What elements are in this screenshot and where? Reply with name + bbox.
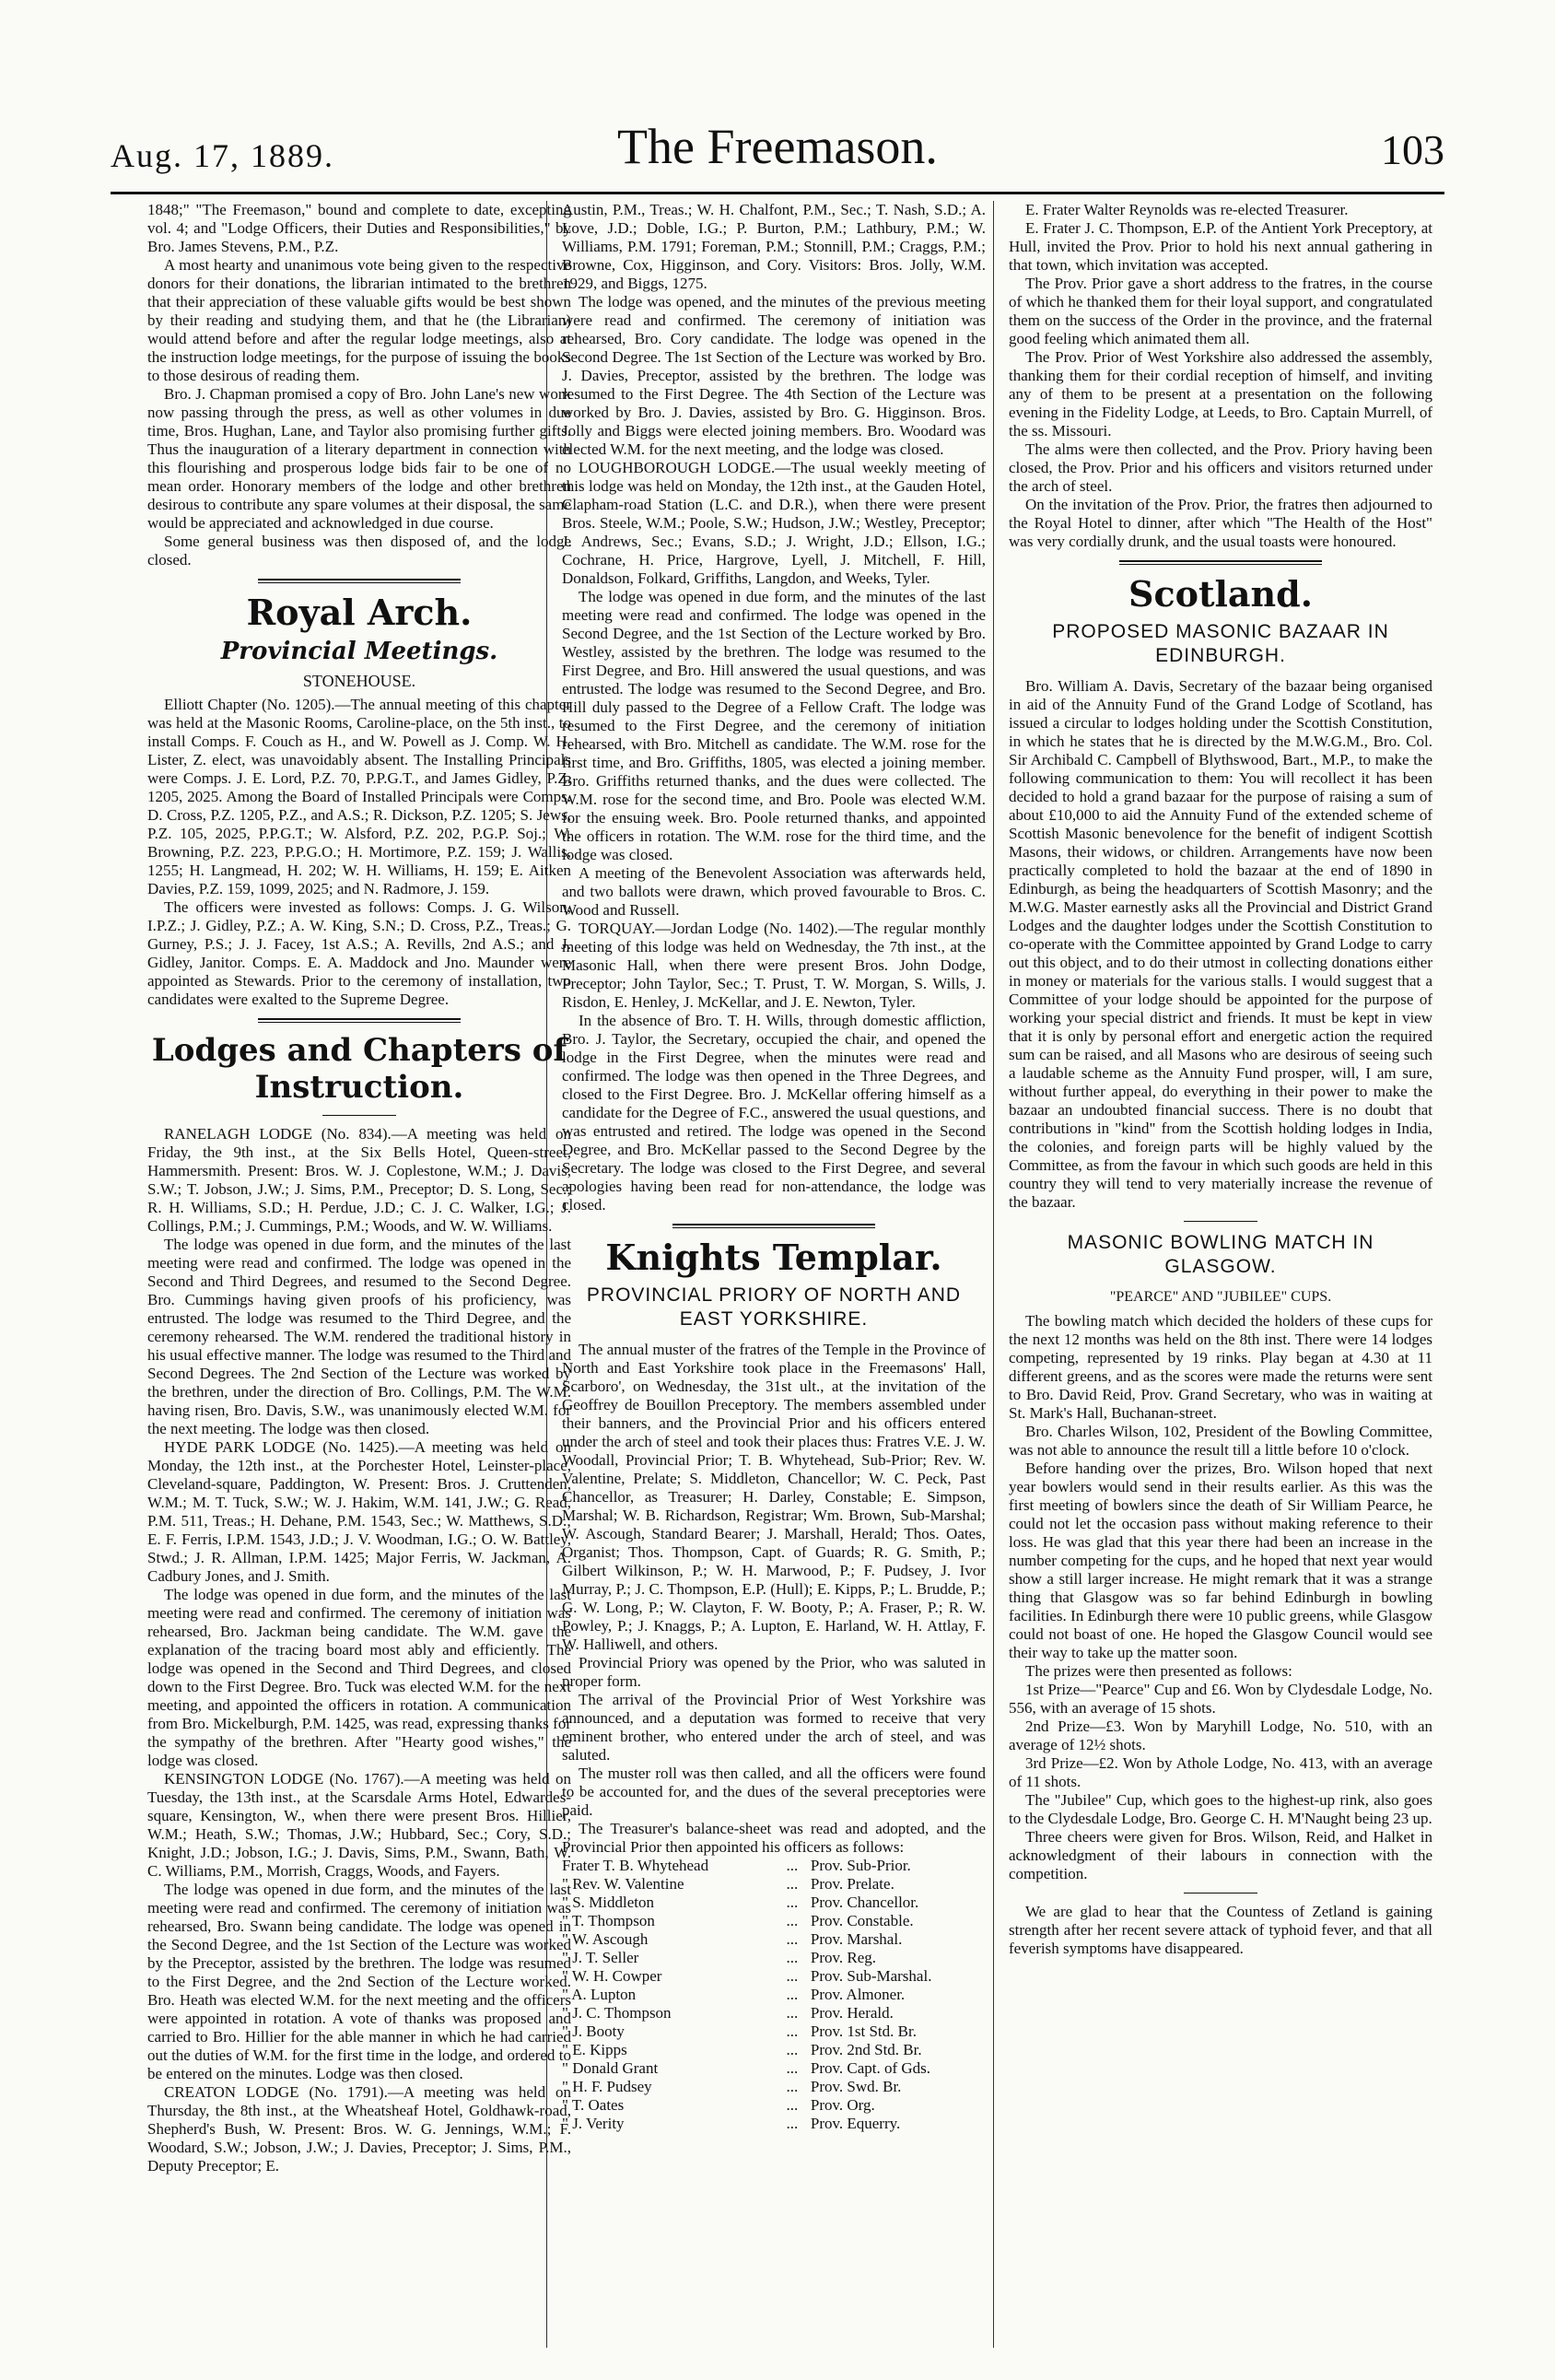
leader-dots: ... <box>786 1967 799 1985</box>
officer-name: " T. Oates <box>562 2096 625 2114</box>
paragraph: Bro. J. Chapman promised a copy of Bro. John Lane's new work now passing through the press, as well as other volumes in due time, Bros. Hughan, Lane, and Taylor also promising further gifts. Thus the inauguration of a literary department in connection with this flourishing and prosperous lodge bids fair to be one of no mean order. Honorary members of the lodge and other brethren desirous to contribute any spare volumes at their disposal, the same would be appreciated and acknowledged in due course. <box>147 385 571 532</box>
officer-office: Prov. 2nd Std. Br. <box>810 2041 922 2058</box>
officer-row <box>562 1857 986 1875</box>
masthead-rule <box>111 192 1444 194</box>
leader-dots: ... <box>786 1875 799 1893</box>
officer-name: " S. Middleton <box>562 1893 654 1911</box>
paragraph: E. Frater J. C. Thompson, E.P. of the Antient York Preceptory, at Hull, invited the Prov. Prior to hold his next annual gathering in that town, which invitation was accepted. <box>1009 219 1432 274</box>
paragraph: CREATON LODGE (No. 1791).—A meeting was held on Thursday, the 8th inst., at the Wheatsheaf Hotel, Goldhawk-road, Shepherd's Bush, W. Present: Bros. W. G. Jennings, W.M.; F. Woodard, S.W.; Jobson, J.W.; J. Davies, Preceptor; J. Sims, P.M., Deputy Preceptor; E. <box>147 2083 571 2175</box>
paragraph: KENSINGTON LODGE (No. 1767).—A meeting was held on Tuesday, the 13th inst., at the Scarsdale Arms Hotel, Edwardes-square, Kensington, W., when there were present Bros. Hillier, W.M.; Heath, S.W.; Thomas, J.W.; Hubbard, Sec.; Cory, S.D.; Knight, J.D.; Jobson, I.G.; J. Davis, Sims, P.M., Swann, Bath, W. C. Williams, P.M., Morrish, Craggs, Woods, and Fayers. <box>147 1770 571 1880</box>
paragraph: 1st Prize—"Pearce" Cup and £6. Won by Clydesdale Lodge, No. 556, with an average of 15 shots. <box>1009 1681 1432 1717</box>
officer-name: Frater T. B. Whytehead <box>562 1857 709 1874</box>
leader-dots: ... <box>786 2115 799 2132</box>
section-heading-lodges: Lodges and Chapters of Instruction. <box>151 1032 567 1106</box>
leader-dots: ... <box>786 1949 799 1966</box>
paragraph: The "Jubilee" Cup, which goes to the highest-up rink, also goes to the Clydesdale Lodge, Bro. George C. H. M'Naught being 23 up. <box>1009 1791 1432 1827</box>
officer-office: Prov. Prelate. <box>810 1875 894 1893</box>
paragraph: The alms were then collected, and the Prov. Priory having been closed, the Prov. Prior and his officers and visitors returned under the arch of steel. <box>1009 440 1432 495</box>
subheading-provincial-meetings: Provincial Meetings. <box>220 638 498 665</box>
leader-dots: ... <box>786 2022 799 2040</box>
paragraph: The lodge was opened in due form, and the minutes of the last meeting were read and confirmed. The lodge was opened in the Second Degree, and the 1st Section of the Lecture worked by Bro. Westley, assisted by the brethren. The lodge was resumed to the First Degree, and Bro. Hill answered the usual questions, and was entrusted. The lodge was resumed to the Second Degree, and Bro. Hill duly passed to the Degree of a Fellow Craft. The lodge was resumed to the First Degree, and the ceremony of initiation rehearsed, with Bro. Mitchell as candidate. The W.M. rose for the first time, and Bro. Griffiths, 1805, was elected a joining member. Bro. Griffiths returned thanks, and the dues were collected. The W.M. rose for the second time, and Bro. Poole was elected W.M. for the ensuing week. Bro. Poole returned thanks, and appointed the officers in rotation. The W.M. rose for the third time, and the lodge was closed. <box>562 588 986 863</box>
section-rule <box>672 1224 875 1228</box>
article-heading-bazaar: PROPOSED MASONIC BAZAAR IN EDINBURGH. <box>1052 621 1389 666</box>
paragraph: The Treasurer's balance-sheet was read and adopted, and the Provincial Prior then appointed his officers as follows: <box>562 1820 986 1856</box>
leader-dots: ... <box>786 2059 799 2077</box>
section-rule <box>258 579 461 583</box>
paragraph: Austin, P.M., Treas.; W. H. Chalfont, P.M., Sec.; T. Nash, S.D.; A. Love, J.D.; Doble, I.G.; P. Burton, P.M.; Lathbury, P.M.; W. Williams, P.M. 1791; Foreman, P.M.; Stonnill, P.M.; Craggs, P.M.; Browne, Cox, Higginson, and Cory. Visitors: Bros. Jolly, W.M. 1929, and Biggs, 1275. <box>562 201 986 292</box>
paragraph: The lodge was opened in due form, and the minutes of the last meeting were read and confirmed. The ceremony of initiation was rehearsed, Bro. Swann being candidate. The lodge was opened in the Second Degree, and the 1st Section of the Lecture was worked by the Preceptor, assisted by the brethren. The lodge was resumed to the First Degree, and the 2nd Section of the Lecture worked. Bro. Heath was elected W.M. for the next meeting and the officers were appointed in rotation. A vote of thanks was proposed and carried to Bro. Hillier for the able manner in which he had carried out the duties of W.M. for the first time in the lodge, and ordered to be entered on the minutes. Lodge was then closed. <box>147 1881 571 2082</box>
paragraph: Provincial Priory was opened by the Prior, who was saluted in proper form. <box>562 1654 986 1690</box>
paragraph: Elliott Chapter (No. 1205).—The annual meeting of this chapter was held at the Masonic Rooms, Caroline-place, on the 5th inst., to install Comps. F. Couch as H., and W. Powell as J. Comp. W. H. Lister, Z. elect, was unavoidably absent. The Installing Principals were Comps. J. E. Lord, P.Z. 70, P.P.G.T., and James Gidley, P.Z. 1205, 2025. Among the Board of Installed Principals were Comps. D. Cross, P.Z. 1205, P.Z., and A.S.; R. Dickson, P.Z. 1205; S. Jews, P.Z. 105, 2025, P.P.G.T.; W. Alsford, P.Z. 202, P.G.P. Soj.; W. Browning, P.Z. 223, P.P.G.O.; H. Mortimore, P.Z. 159; J. Wallis, 1255; H. Langmead, H. 202; W. H. Williams, H. 159; E. Aitken Davies, P.Z. 159, 1099, 2025; and N. Radmore, J. 159. <box>147 696 571 897</box>
leader-dots: ... <box>786 2004 799 2022</box>
officer-name: " J. T. Seller <box>562 1949 639 1966</box>
section-heading-scotland: Scotland. <box>1128 573 1313 615</box>
officer-row <box>562 2022 986 2041</box>
officer-name: " W. H. Cowper <box>562 1967 662 1985</box>
column-divider <box>993 201 994 2348</box>
officer-name: " H. F. Pudsey <box>562 2078 652 2095</box>
officer-row <box>562 2041 986 2059</box>
leader-dots: ... <box>786 2078 799 2095</box>
paragraph: The officers were invested as follows: Comps. J. G. Wilson, I.P.Z.; J. Gidley, P.Z.; A. W. King, S.N.; D. Cross, P.Z., Treas.; G. Gurney, P.S.; J. J. Facey, 1st A.S.; A. Revills, 2nd A.S.; and J. Gidley, Janitor. Comps. E. A. Maddock and Jno. Maunder were appointed as Stewards. Prior to the ceremony of installation, two candidates were exalted to the Supreme Degree. <box>147 898 571 1008</box>
paragraph: Some general business was then disposed of, and the lodge closed. <box>147 533 571 569</box>
paragraph: The lodge was opened in due form, and the minutes of the last meeting were read and confirmed. The lodge was opened in the Second and Third Degrees, and resumed to the Second Degree. Bro. Cummings having given proofs of his proficiency, was entrusted. The lodge was resumed to the Third Degree, and the ceremony rehearsed. The W.M. rendered the traditional history in his usual effective manner. The lodge was resumed to the Third and Second Degrees. The 2nd Section of the Lecture was worked by the brethren, under the direction of Bro. Collings, P.M. The W.M. having risen, Bro. Davis, S.W., was unanimously elected W.M. for the next meeting. The lodge was then closed. <box>147 1236 571 1437</box>
officer-office: Prov. Constable. <box>810 1912 914 1929</box>
officer-office: Prov. Sub-Prior. <box>810 1857 911 1874</box>
officer-name: " Rev. W. Valentine <box>562 1875 684 1893</box>
officer-office: Prov. Capt. of Gds. <box>810 2059 931 2077</box>
officer-office: Prov. Marshal. <box>810 1930 903 1948</box>
officer-name: " T. Thompson <box>562 1912 655 1929</box>
section-heading-knights-templar: Knights Templar. <box>605 1237 942 1278</box>
paragraph: In the absence of Bro. T. H. Wills, through domestic affliction, Bro. J. Taylor, the Secretary, occupied the chair, and opened the lodge in the First Degree, when the minutes were read and confirmed. The lodge was then opened in the Three Degrees, and closed to the First Degree. Bro. J. McKellar offering himself as a candidate for the Degree of F.C., answered the usual questions, and was entrusted and retired. The lodge was opened in the Second Degree, and Bro. McKellar passed to the Second Degree by the Secretary. The lodge was closed to the First Degree, and several apologies having been read for non-attendance, the lodge was closed. <box>562 1012 986 1213</box>
officer-office: Prov. Org. <box>810 2096 875 2114</box>
page-number: 103 <box>1381 126 1444 173</box>
leader-dots: ... <box>786 1893 799 1911</box>
paragraph: The prizes were then presented as follows: <box>1025 1662 1292 1680</box>
officer-name: " A. Lupton <box>562 1986 637 2003</box>
officer-row <box>562 2078 986 2096</box>
officer-office: Prov. Herald. <box>810 2004 894 2022</box>
section-rule <box>322 1115 396 1116</box>
paragraph: TORQUAY.—Jordan Lodge (No. 1402).—The regular monthly meeting of this lodge was held on Wednesday, the 7th inst., at the Masonic Hall, when there were present Bros. John Dodge, Preceptor; John Taylor, Sec.; T. Prust, T. W. Morgan, S. Wills, J. Risdon, E. Henley, J. McKellar, and J. E. Newton, Tyler. <box>562 920 986 1011</box>
paragraph: 2nd Prize—£3. Won by Maryhill Lodge, No. 510, with an average of 12½ shots. <box>1009 1718 1432 1753</box>
officer-office: Prov. Swd. Br. <box>810 2078 902 2095</box>
paragraph: We are glad to hear that the Countess of Zetland is gaining strength after her recent severe attack of typhoid fever, and that all feverish symptoms have disappeared. <box>1009 1903 1432 1957</box>
paragraph: A meeting of the Benevolent Association was afterwards held, and two ballots were drawn, which proved favourable to Bros. C. Wood and Russell. <box>562 864 986 919</box>
subheading-cups: "PEARCE" AND "JUBILEE" CUPS. <box>1109 1289 1332 1305</box>
location-heading: STONEHOUSE. <box>302 672 416 690</box>
officer-office: Prov. Reg. <box>810 1949 877 1966</box>
officer-name: " J. Verity <box>562 2115 625 2132</box>
paragraph: RANELAGH LODGE (No. 834).—A meeting was held on Friday, the 9th inst., at the Six Bells Hotel, Queen-street, Hammersmith. Present: Bros. W. J. Coplestone, W.M.; J. Davis, S.W.; T. Jobson, J.W.; J. Sims, P.M., Preceptor; D. S. Long, Sec.; R. H. Williams, S.D.; H. Perdue, J.D.; C. J. C. Walker, I.G.; J. Collings, P.M.; J. Cummings, P.M.; Woods, and W. W. Williams. <box>147 1125 571 1235</box>
column-1 <box>147 201 571 2348</box>
paragraph: The arrival of the Provincial Prior of West Yorkshire was announced, and a deputation was formed to receive that very eminent brother, who entered under the arch of steel, and was saluted. <box>562 1691 986 1764</box>
officer-name: " W. Ascough <box>562 1930 649 1948</box>
officer-office: Prov. Chancellor. <box>810 1893 919 1911</box>
leader-dots: ... <box>786 1912 799 1929</box>
article-heading-priory: PROVINCIAL PRIORY OF NORTH AND EAST YORKSHIRE. <box>586 1284 962 1330</box>
officers-table <box>562 1857 986 2133</box>
paragraph: A most hearty and unanimous vote being given to the respective donors for their donations, the librarian intimated to the brethren that their appreciation of these valuable gifts would be best shown by their reading and studying them, and that he (the Librarian) would attend before and after the regular lodge meetings, also at the instruction lodge meetings, for the purpose of issuing the books to those desirous of reading them. <box>147 256 571 384</box>
article-heading-bowling: MASONIC BOWLING MATCH IN GLASGOW. <box>1067 1232 1374 1277</box>
leader-dots: ... <box>786 1930 799 1948</box>
masthead <box>111 111 1444 184</box>
paragraph: The bowling match which decided the holders of these cups for the next 12 months was held on the 8th inst. There were 14 lodges competing, represented by 19 rinks. Play began at 4.30 at 11 different greens, and as the scores were made the returns were sent to Bro. David Reid, Prov. Grand Secretary, who was in waiting at St. Mark's Hall, Buchanan-street. <box>1009 1312 1432 1422</box>
paragraph: 1848;" "The Freemason," bound and complete to date, excepting vol. 4; and "Lodge Officers, their Duties and Responsibilities," by Bro. James Stevens, P.M., P.Z. <box>147 201 571 255</box>
officer-row <box>562 1912 986 1930</box>
column-2 <box>562 201 986 2348</box>
section-rule <box>1184 1221 1257 1222</box>
officer-row <box>562 1930 986 1949</box>
newspaper-title: The Freemason. <box>617 119 938 174</box>
paragraph: Bro. Charles Wilson, 102, President of the Bowling Committee, was not able to announce the result till a little before 10 o'clock. <box>1009 1423 1432 1459</box>
paragraph: The lodge was opened, and the minutes of the previous meeting were read and confirmed. The ceremony of initiation was rehearsed, Bro. Cory candidate. The lodge was opened in the Second Degree. The 1st Section of the Lecture was worked by Bro. J. Davies, Preceptor, assisted by the brethren. The lodge was resumed to the First Degree. The 4th Section of the Lecture was worked by Bro. J. Davies, assisted by Bro. G. Higginson. Bros. Jolly and Biggs were elected joining members. Bro. Woodard was elected W.M. for the next meeting, and the lodge was closed. <box>562 293 986 458</box>
section-rule <box>258 1018 461 1023</box>
paragraph: HYDE PARK LODGE (No. 1425).—A meeting was held on Monday, the 12th inst., at the Porchester Hotel, Leinster-place, Cleveland-square, Paddington, W. Present: Bros. J. Cruttenden, W.M.; M. T. Tuck, S.W.; W. J. Hakim, W.M. 141, J.W.; G. Read, P.M. 511, Treas.; H. Dehane, P.M. 1543, Sec.; W. Matthews, S.D.; E. F. Ferris, I.P.M. 1543, J.D.; J. V. Woodman, I.G.; O. W. Battley, Stwd.; J. R. Allman, I.P.M. 1425; Major Ferris, W. Jackman, A. Cadbury Jones, and J. Smith. <box>147 1438 571 1585</box>
officer-row <box>562 2096 986 2115</box>
officer-office: Prov. Almoner. <box>810 1986 906 2003</box>
officer-row <box>562 1949 986 1967</box>
paragraph: On the invitation of the Prov. Prior, the fratres then adjourned to the Royal Hotel to dinner, after which "The Health of the Host" was very cordially drunk, and the usual toasts were honoured. <box>1009 496 1432 550</box>
section-heading-royal-arch: Royal Arch. <box>246 592 473 633</box>
officer-name: " Donald Grant <box>562 2059 659 2077</box>
paragraph: Three cheers were given for Bros. Wilson, Reid, and Halket in acknowledgment of their labours in connection with the competition. <box>1009 1828 1432 1882</box>
leader-dots: ... <box>786 2096 799 2114</box>
officer-row <box>562 2059 986 2078</box>
officer-row <box>562 1875 986 1893</box>
paragraph: Bro. William A. Davis, Secretary of the bazaar being organised in aid of the Annuity Fund of the Grand Lodge of Scotland, has issued a circular to lodges holding under the Scottish Constitution, in which he states that he is directed by the M.W.G.M., Bro. Col. Sir Archibald C. Campbell of Blythswood, Bart., M.P., to make the following communication to them: You will recollect it has been decided to hold a grand bazaar for the purpose of raising a sum of about £10,000 to aid the Annuity Fund of the extended scheme of Scottish Masonic benevolence for the benefit of indigent Scottish Masons, their widows, or children. Arrangements have now been practically completed to hold the bazaar at the end of 1890 in Edinburgh, as being the headquarters of Scottish Masonry; and the M.W.G. Master earnestly asks all the Provincial and District Grand Lodges and the daughter lodges under the Scottish Constitution to co-operate with the Committee appointed by Grand Lodge to carry out this object, and to do their utmost in collecting donations either in money or materials for the various stalls. I would suggest that a Committee of your lodge should be appointed for the purpose of working your special district and friends. It must be kept in view that it is only by personal effort and energetic action the required sum can be raised, and all Masons who are desirous of seeing such a laudable scheme as the Annuity Fund prosper, will, I am sure, without further appeal, do everything in their power to make the bazaar an undoubted financial success. There is no doubt that contributions in "kind" from the Scottish holding lodges in India, the colonies, and foreign parts will be highly valued by the Committee, as from the favour in which such goods are held in this country they will tend to very materially increase the revenue of the bazaar. <box>1009 677 1432 1211</box>
officer-name: " J. Booty <box>562 2022 625 2040</box>
paragraph: The Prov. Prior of West Yorkshire also addressed the assembly, thanking them for their cordial reception of himself, and inviting any of them to be present at a presentation on the following evening in the Fidelity Lodge, at Leeds, to Bro. Captain Murrell, of the ss. Missouri. <box>1009 348 1432 440</box>
paragraph: The annual muster of the fratres of the Temple in the Province of North and East Yorkshire took place in the Freemasons' Hall, Scarboro', on Wednesday, the 31st ult., at the invitation of the Geoffrey de Bouillon Preceptory. The members assembled under their banners, and the Provincial Prior and his officers entered under the arch of steel and took their places thus: Fratres V.E. J. W. Woodall, Provincial Prior; T. B. Whytehead, Sub-Prior; Rev. W. Valentine, Prelate; S. Middleton, Chancellor; W. C. Peck, Past Chancellor, as Treasurer; H. Darley, Constable; E. Simpson, Marshal; W. B. Richardson, Registrar; Wm. Brown, Sub-Marshal; W. Ascough, Standard Bearer; J. Marshall, Herald; Thos. Oates, Organist; Thos. Thompson, Capt. of Guards; R. G. Smith, P.; Gilbert Wilkinson, P.; W. H. Marwood, P.; F. Pudsey, J. Ivor Murray, P.; J. C. Thompson, E.P. (Hull); E. Kipps, P.; L. Brudde, P.; G. W. Long, P.; W. Clayton, F. W. Booty, P.; A. Fraser, P.; R. W. Powley, P.; J. Knaggs, P.; A. Lupton, E. Harland, W. H. Attlay, F. W. Halliwell, and others. <box>562 1341 986 1653</box>
paragraph: The Prov. Prior gave a short address to the fratres, in the course of which he thanked them for their loyal support, and congratulated them on the success of the Order in the province, and the fraternal good feeling which animated them all. <box>1009 275 1432 347</box>
issue-date: Aug. 17, 1889. <box>111 137 334 174</box>
officer-row <box>562 2115 986 2133</box>
paragraph: The muster roll was then called, and all the officers were found to be accounted for, and the dues of the several preceptories were paid. <box>562 1764 986 1819</box>
paragraph: The lodge was opened in due form, and the minutes of the last meeting were read and confirmed. The ceremony of initiation was rehearsed, Bro. Jackman being candidate. The W.M. gave the explanation of the tracing board most ably and efficiently. The lodge was opened in the Second and Third Degrees, and closed down to the First Degree. Bro. Tuck was elected W.M. for the next meeting, and appointed the officers in rotation. A communication from Bro. Mickelburgh, P.M. 1425, was read, expressing thanks for the sympathy of the brethren. After "Hearty good wishes," the lodge was closed. <box>147 1586 571 1769</box>
leader-dots: ... <box>786 2041 799 2058</box>
paragraph: E. Frater Walter Reynolds was re-elected Treasurer. <box>1025 201 1349 218</box>
officer-name: " J. C. Thompson <box>562 2004 672 2022</box>
column-3 <box>1009 201 1432 2348</box>
paragraph: LOUGHBOROUGH LODGE.—The usual weekly meeting of this lodge was held on Monday, the 12th inst., at the Gauden Hotel, Clapham-road Station (L.C. and D.R.), when there were present Bros. Steele, W.M.; Poole, S.W.; Hudson, J.W.; Westley, Preceptor; J. Andrews, Sec.; Evans, S.D.; J. Wright, J.D.; Ellson, I.G.; Cochrane, H. Price, Hargrove, Lyell, J. Mitchell, F. Hill, Donaldson, Folkard, Griffiths, Langdon, and Weeks, Tyler. <box>562 459 986 587</box>
section-rule <box>1119 560 1322 565</box>
paragraph: 3rd Prize—£2. Won by Athole Lodge, No. 413, with an average of 11 shots. <box>1009 1754 1432 1790</box>
officer-row <box>562 1986 986 2004</box>
officer-name: " E. Kipps <box>562 2041 627 2058</box>
leader-dots: ... <box>786 1986 799 2003</box>
officer-office: Prov. Sub-Marshal. <box>810 1967 932 1985</box>
officer-row <box>562 1967 986 1986</box>
leader-dots: ... <box>786 1857 799 1874</box>
officer-office: Prov. 1st Std. Br. <box>810 2022 917 2040</box>
officer-row <box>562 1893 986 1912</box>
paragraph: Before handing over the prizes, Bro. Wilson hoped that next year bowlers would send in their results earlier. As this was the first meeting of bowlers since the death of Sir William Pearce, he could not let the occasion pass without making reference to their loss. He was glad that this year there had been an increase in the number competing for the cups, and he hoped that next year would show a still larger increase. He might remark that it was a strange thing that Glasgow was so far behind Edinburgh in bowling facilities. In Edinburgh there were 10 public greens, while Glasgow could not boast of one. He hoped the Glasgow Council would see their way to take up the matter soon. <box>1009 1460 1432 1661</box>
officer-office: Prov. Equerry. <box>810 2115 901 2132</box>
officer-row <box>562 2004 986 2022</box>
